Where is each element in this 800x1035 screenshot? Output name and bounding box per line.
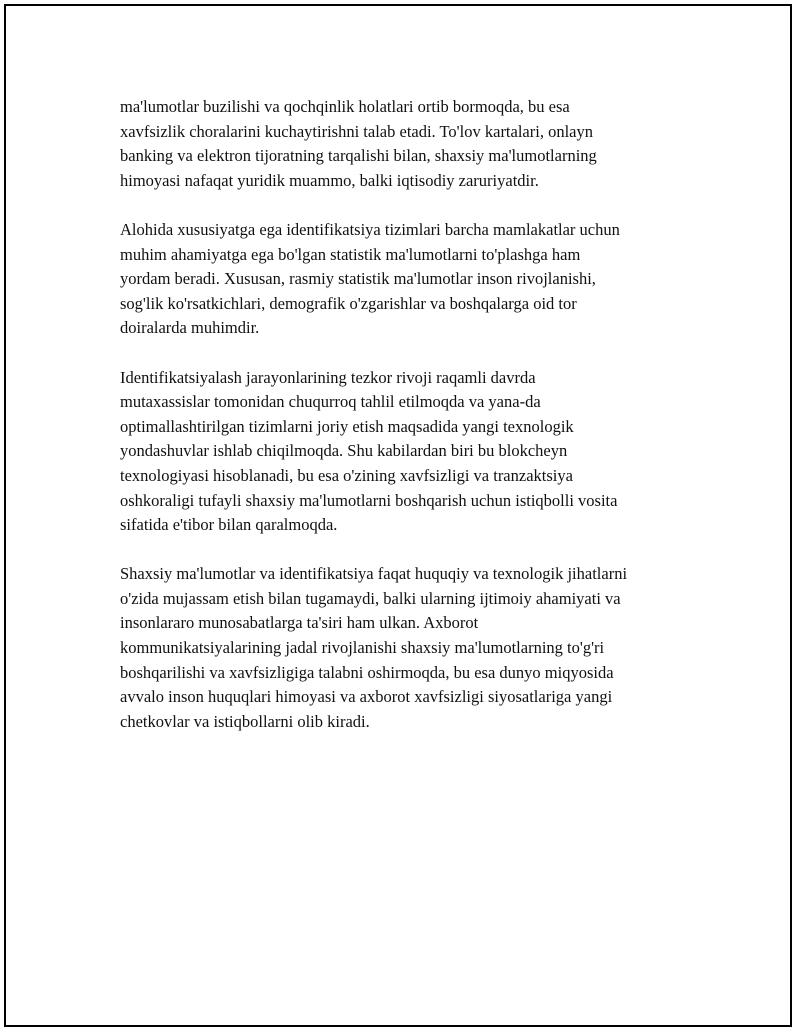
text-line: Shaxsiy ma'lumotlar va identifikatsiya faqat huquqiy va texnologik jihatlarni <box>120 564 628 584</box>
text-line: xavfsizlik choralarini kuchaytirishni talab etadi. To'lov kartalari, onlayn <box>120 121 593 141</box>
text-line: avvalo inson huquqlari himoyasi va axborot xavfsizligi siyosatlariga yangi <box>120 687 613 707</box>
text-line: Identifikatsiyalash jarayonlarining tezkor rivoji raqamli davrda <box>120 367 536 387</box>
text-line: banking va elektron tijoratning tarqalishi bilan, shaxsiy ma'lumotlarning <box>120 146 597 166</box>
document-page <box>4 4 792 1027</box>
paragraph-4 <box>120 562 720 734</box>
document-body <box>120 95 720 759</box>
paragraph-1 <box>120 95 720 193</box>
text-line: chetkovlar va istiqbollarni olib kiradi. <box>120 711 370 731</box>
text-line: himoyasi nafaqat yuridik muammo, balki iqtisodiy zaruriyatdir. <box>120 170 539 190</box>
text-line: insonlararo munosabatlarga ta'siri ham ulkan. Axborot <box>120 613 479 633</box>
paragraph-3 <box>120 366 720 538</box>
text-line: o'zida mujassam etish bilan tugamaydi, balki ularning ijtimoiy ahamiyati va <box>120 588 621 608</box>
text-line: texnologiyasi hisoblanadi, bu esa o'zining xavfsizligi va tranzaktsiya <box>120 465 573 485</box>
text-line: optimallashtirilgan tizimlarni joriy etish maqsadida yangi texnologik <box>120 416 574 436</box>
paragraph-2 <box>120 218 720 341</box>
text-line: yondashuvlar ishlab chiqilmoqda. Shu kabilardan biri bu blokcheyn <box>120 441 568 461</box>
text-line: doiralarda muhimdir. <box>120 318 260 338</box>
text-line: kommunikatsiyalarining jadal rivojlanishi shaxsiy ma'lumotlarning to'g'ri <box>120 638 605 658</box>
text-line: Alohida xususiyatga ega identifikatsiya tizimlari barcha mamlakatlar uchun <box>120 219 620 239</box>
text-line: boshqarilishi va xavfsizligiga talabni oshirmoqda, bu esa dunyo miqyosida <box>120 662 614 682</box>
text-line: sifatida e'tibor bilan qaralmoqda. <box>120 515 338 535</box>
text-line: mutaxassislar tomonidan chuqurroq tahlil etilmoqda va yana-da <box>120 392 541 412</box>
text-line: muhim ahamiyatga ega bo'lgan statistik ma'lumotlarni to'plashga ham <box>120 244 581 264</box>
text-line: ma'lumotlar buzilishi va qochqinlik holatlari ortib bormoqda, bu esa <box>120 97 570 116</box>
text-line: sog'lik ko'rsatkichlari, demografik o'zgarishlar va boshqalarga oid tor <box>120 293 577 313</box>
text-line: yordam beradi. Xususan, rasmiy statistik ma'lumotlar inson rivojlanishi, <box>120 269 596 289</box>
text-line: oshkoraligi tufayli shaxsiy ma'lumotlarni boshqarish uchun istiqbolli vosita <box>120 490 618 510</box>
